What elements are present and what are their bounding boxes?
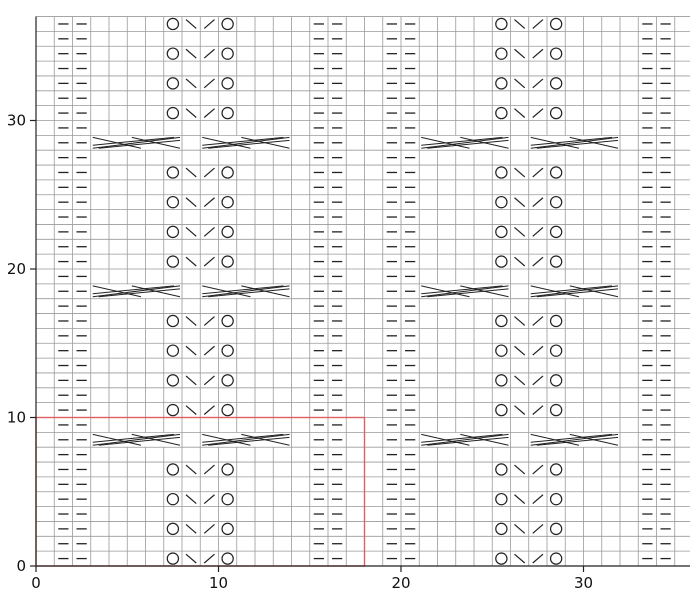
yarn-over-symbol [222, 18, 233, 29]
k2tog-symbol [533, 376, 543, 385]
ssk-symbol [515, 376, 525, 385]
yarn-over-symbol [222, 107, 233, 118]
yarn-over-symbol [222, 315, 233, 326]
k2tog-symbol [533, 168, 543, 177]
yarn-over-symbol [222, 494, 233, 505]
ssk-symbol [515, 20, 525, 29]
ssk-symbol [515, 406, 525, 415]
ssk-symbol [186, 554, 196, 563]
k2tog-symbol [204, 257, 214, 266]
y-tick-label: 0 [16, 557, 26, 575]
yarn-over-symbol [222, 48, 233, 59]
yarn-over-symbol [551, 107, 562, 118]
yarn-over-symbol [222, 167, 233, 178]
ssk-symbol [515, 346, 525, 355]
yarn-over-symbol [551, 464, 562, 475]
ssk-symbol [186, 109, 196, 118]
ssk-symbol [186, 49, 196, 58]
yarn-over-symbol [496, 315, 507, 326]
ssk-symbol [186, 346, 196, 355]
ssk-symbol [186, 168, 196, 177]
yarn-over-symbol [222, 523, 233, 534]
ssk-symbol [515, 198, 525, 207]
x-tick-label: 30 [573, 574, 594, 592]
ssk-symbol [186, 20, 196, 29]
yarn-over-symbol [551, 315, 562, 326]
k2tog-symbol [533, 257, 543, 266]
k2tog-symbol [204, 79, 214, 88]
yarn-over-symbol [551, 197, 562, 208]
yarn-over-symbol [167, 78, 178, 89]
k2tog-symbol [204, 554, 214, 563]
ssk-symbol [186, 317, 196, 326]
k2tog-symbol [204, 227, 214, 236]
yarn-over-symbol [222, 464, 233, 475]
k2tog-symbol [533, 465, 543, 474]
k2tog-symbol [204, 198, 214, 207]
yarn-over-symbol [167, 494, 178, 505]
yarn-over-symbol [496, 523, 507, 534]
k2tog-symbol [204, 109, 214, 118]
yarn-over-symbol [551, 48, 562, 59]
yarn-over-symbol [167, 107, 178, 118]
ssk-symbol [515, 495, 525, 504]
y-tick-label: 10 [6, 408, 26, 427]
yarn-over-symbol [496, 167, 507, 178]
k2tog-symbol [204, 524, 214, 533]
yarn-over-symbol [496, 464, 507, 475]
yarn-over-symbol [496, 404, 507, 415]
yarn-over-symbol [167, 48, 178, 59]
ssk-symbol [186, 465, 196, 474]
ssk-symbol [515, 524, 525, 533]
k2tog-symbol [533, 79, 543, 88]
ssk-symbol [186, 79, 196, 88]
ssk-symbol [186, 227, 196, 236]
yarn-over-symbol [496, 197, 507, 208]
yarn-over-symbol [167, 523, 178, 534]
ssk-symbol [186, 495, 196, 504]
k2tog-symbol [533, 109, 543, 118]
ssk-symbol [515, 554, 525, 563]
yarn-over-symbol [167, 167, 178, 178]
yarn-over-symbol [551, 345, 562, 356]
k2tog-symbol [204, 465, 214, 474]
k2tog-symbol [533, 554, 543, 563]
x-tick-label: 20 [391, 574, 411, 592]
k2tog-symbol [533, 346, 543, 355]
yarn-over-symbol [496, 256, 507, 267]
k2tog-symbol [204, 495, 214, 504]
k2tog-symbol [533, 406, 543, 415]
yarn-over-symbol [167, 345, 178, 356]
yarn-over-symbol [496, 553, 507, 564]
ssk-symbol [515, 257, 525, 266]
k2tog-symbol [533, 524, 543, 533]
k2tog-symbol [204, 49, 214, 58]
k2tog-symbol [204, 406, 214, 415]
x-tick-label: 0 [31, 574, 41, 592]
y-tick-label: 30 [6, 111, 26, 130]
ssk-symbol [515, 168, 525, 177]
yarn-over-symbol [222, 256, 233, 267]
yarn-over-symbol [496, 18, 507, 29]
yarn-over-symbol [167, 375, 178, 386]
yarn-over-symbol [551, 523, 562, 534]
yarn-over-symbol [551, 18, 562, 29]
yarn-over-symbol [167, 315, 178, 326]
ssk-symbol [515, 109, 525, 118]
k2tog-symbol [533, 20, 543, 29]
ssk-symbol [186, 376, 196, 385]
yarn-over-symbol [222, 226, 233, 237]
ssk-symbol [186, 257, 196, 266]
ssk-symbol [186, 198, 196, 207]
yarn-over-symbol [551, 167, 562, 178]
yarn-over-symbol [551, 256, 562, 267]
yarn-over-symbol [496, 78, 507, 89]
yarn-over-symbol [551, 553, 562, 564]
k2tog-symbol [204, 20, 214, 29]
ssk-symbol [515, 227, 525, 236]
ssk-symbol [515, 49, 525, 58]
yarn-over-symbol [167, 197, 178, 208]
x-tick-label: 10 [208, 574, 229, 592]
k2tog-symbol [533, 317, 543, 326]
yarn-over-symbol [496, 48, 507, 59]
k2tog-symbol [533, 49, 543, 58]
yarn-over-symbol [167, 226, 178, 237]
yarn-over-symbol [551, 78, 562, 89]
k2tog-symbol [204, 346, 214, 355]
ssk-symbol [515, 465, 525, 474]
yarn-over-symbol [551, 494, 562, 505]
yarn-over-symbol [551, 226, 562, 237]
yarn-over-symbol [222, 553, 233, 564]
y-tick-label: 20 [6, 260, 26, 278]
yarn-over-symbol [167, 464, 178, 475]
yarn-over-symbol [222, 375, 233, 386]
ssk-symbol [515, 79, 525, 88]
yarn-over-symbol [496, 375, 507, 386]
yarn-over-symbol [167, 404, 178, 415]
ssk-symbol [186, 406, 196, 415]
yarn-over-symbol [496, 107, 507, 118]
yarn-over-symbol [222, 197, 233, 208]
yarn-over-symbol [222, 78, 233, 89]
yarn-over-symbol [167, 18, 178, 29]
yarn-over-symbol [222, 404, 233, 415]
yarn-over-symbol [167, 553, 178, 564]
yarn-over-symbol [496, 494, 507, 505]
k2tog-symbol [204, 168, 214, 177]
k2tog-symbol [533, 495, 543, 504]
k2tog-symbol [533, 227, 543, 236]
yarn-over-symbol [496, 345, 507, 356]
yarn-over-symbol [551, 375, 562, 386]
yarn-over-symbol [222, 345, 233, 356]
yarn-over-symbol [551, 404, 562, 415]
k2tog-symbol [533, 198, 543, 207]
k2tog-symbol [204, 376, 214, 385]
ssk-symbol [186, 524, 196, 533]
ssk-symbol [515, 317, 525, 326]
k2tog-symbol [204, 317, 214, 326]
yarn-over-symbol [496, 226, 507, 237]
yarn-over-symbol [167, 256, 178, 267]
